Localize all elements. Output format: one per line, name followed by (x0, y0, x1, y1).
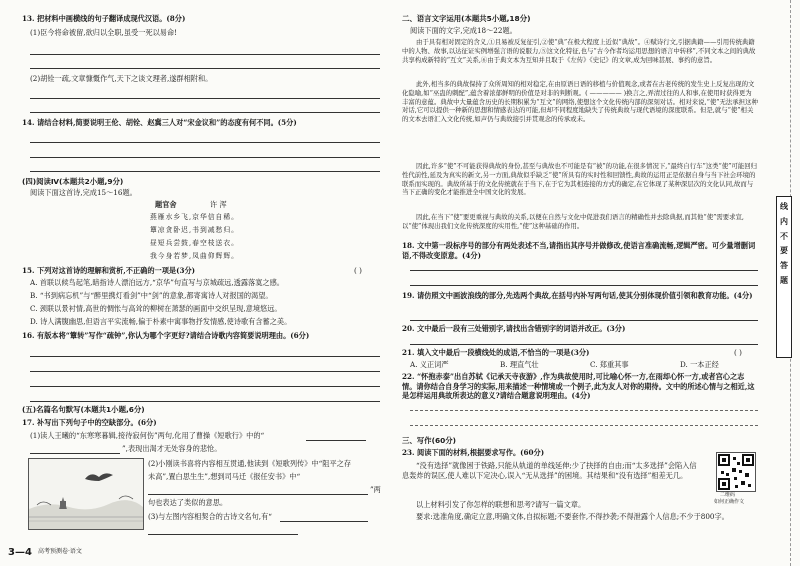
question-17: 17. 补写出下列句子中的空缺部分。(6分) (22, 418, 157, 427)
passage-paragraph-2: 此外,相当多的典故保持了众所周知的相对稳定,在由原语日语的移植与价值观念,或者在古老传统的发生史上反复出现的文化隐喻,如“巫蛊的刺配”,蕴含着浓郁鲜明的价值是对非的判断观。( ————— )换言之,弄清过往的人和事,在使用时获得更为丰富的意蕴。典故中大量蕴含历史的长期积累为“互文”的网络,使想这个文化传统内部的深刻对话。相对来说,“使”无法承担这种对话,它可以提供一种新的思想和情感表达的可能,但却不同程度地缺失了传统典故与现代语境的深度联系。但是,就与“使”相关的文本去语汇入文化传统,如声仍与典故接引并贯观念的传承或未。 (402, 80, 758, 124)
passage-paragraph-1: 由于具有相对固定的含义,①且易被反复征引,②使“典”在极大程度上近似“典故”。④赋诗行文,引据典籍——引用传统典籍中的人物、故事,以达征证实例增强言语的说服力,⑤这文化特征,也与“古今作者均运用思想的语言中转移”,不同文本之间的典故共享构成新特的“互文”关系,⑥由于典文本为互知并且取于《左传》《史记》的文章,成为回味甚展、事约的意旨。 (402, 38, 756, 64)
answer-line[interactable] (30, 54, 380, 55)
question-13-2: (2)胡铨一疏,文章慷慨作气,天下之谈文理者,遂群相附和。 (30, 74, 213, 83)
question-16: 16. 有版本将“簟转”写作“疏钟”,你认为哪个字更好?请结合诗歌内容简要说明理由。(6分) (22, 331, 310, 340)
question-17-2-cont: 未高”,置白思生生”,想到司马迁《报任安书》中“ (148, 472, 301, 481)
landscape-illustration (28, 458, 144, 530)
bird-over-lake-image (29, 459, 143, 529)
answer-line[interactable] (410, 425, 758, 426)
question-20: 20. 文中最后一段有三处错别字,请找出含错别字的词语并改正。(3分) (402, 324, 626, 333)
fill-blank[interactable] (148, 494, 368, 495)
answer-line[interactable] (30, 386, 380, 387)
fill-blank[interactable] (148, 534, 298, 535)
answer-line[interactable] (410, 270, 758, 271)
question-15: 15. 下列对这首诗的理解和赏析,不正确的一项是(3分) (22, 266, 196, 275)
right-column (394, 0, 766, 566)
qr-code-icon (717, 453, 755, 491)
question-13: 13. 把材料中画横线的句子翻译成现代汉语。(8分) (22, 14, 186, 23)
question-13-1: (1)臣今将命被留,欲归以全职,虽受一死以易命! (30, 28, 178, 37)
option-c: C. 颈联以景衬情,高世的惆怅与高耸的柳树在萧瑟的画面中交织呈现,意境悠远。 (30, 304, 282, 313)
answer-line[interactable] (30, 142, 380, 143)
question-21: 21. 填入文中最后一段横线处的成语,不恰当的一项是(3分) (402, 348, 590, 357)
section-4-instruction: 阅读下面这首诗,完成15～16题。 (30, 188, 137, 197)
question-17-3: (3)与左图内容相契合的古诗文名句,有“ (148, 512, 272, 521)
question-17-2: (2)小刚读书喜将内容相互贯通,他读到《短歌列传》中“阻平之存 (148, 459, 352, 468)
binding-margin (766, 0, 800, 566)
answer-line[interactable] (30, 401, 380, 402)
option-d: D. 诗人满腹幽思,但语言平实流畅,偏于朴素中寓事物抒发情感,使诗歌有含蓄之美。 (30, 317, 292, 326)
answer-line[interactable] (30, 371, 380, 372)
answer-line[interactable] (410, 410, 758, 411)
question-17-1-end: ”,表现出渴才无处容身的悲怆。 (122, 444, 222, 453)
question-14: 14. 请结合材料,简要说明王伦、胡铨、赵冀三人对“宋金议和”的态度有何不同。(5分) (22, 118, 297, 127)
poem-line: 簟凉贪卧迟,书到减愁归。 (150, 226, 239, 234)
fill-blank[interactable] (280, 521, 368, 522)
poem-line: 我今身若梦,凤曲仰辉辉。 (150, 252, 239, 260)
side-char: 线 (780, 201, 788, 211)
question-18: 18. 文中第一段标序号的部分有两处表述不当,请指出其序号并做修改,使语言准确流畅,逻辑严密。可少量增删词语,不得改变原意。(4分) (402, 241, 756, 260)
left-column (0, 0, 392, 566)
answer-line[interactable] (30, 356, 380, 357)
essay-material: “没有选择”就像困于铁路,只能从轨道的单线延伸;少了抉择的自由;而“太多选择”会陷入信息轰炸的误区,使人难以下定决心,误入“无从选择”的困境。其结果和“没有选择”相差无几。 (402, 461, 697, 480)
qr-code[interactable] (716, 452, 756, 492)
question-19: 19. 请仿照文中画波浪线的部分,先选两个典故,在括号内补写两句话,使其分别体现价值引领和教育功能。(4分) (402, 291, 753, 300)
option-d: D. 一本正经 (680, 360, 719, 369)
side-char: 不 (780, 230, 788, 241)
option-b: B. 理直气壮 (500, 360, 539, 369)
question-17-1: (1)读人王曦的“东寒寒暮辑,接待寂何伤”两句,化用了曹操《短歌行》中的“ (30, 431, 265, 440)
option-c: C. 郑重其事 (590, 360, 629, 369)
side-char: 内 (780, 215, 788, 226)
answer-line[interactable] (30, 112, 380, 113)
page-number: 3—4 (8, 547, 32, 558)
fill-blank[interactable] (30, 453, 120, 454)
essay-prompt: 以上材料引发了你怎样的联想和思考?请写一篇文章。 (416, 500, 586, 509)
section-2-title: 二、语言文字运用(本题共5小题,18分) (402, 14, 531, 23)
poem-line: 燕雁水乡飞,京华信自稀。 (150, 213, 239, 221)
qr-caption: 二维码 (720, 492, 736, 498)
answer-paren[interactable]: ( ) (354, 266, 362, 275)
answer-line[interactable] (410, 320, 758, 321)
answer-line[interactable] (30, 68, 380, 69)
question-17-2-quote-end: ”两 (370, 485, 381, 494)
option-b: B. “书到病忘机”与“醉里携灯看剑”中“剑”的意象,都寄寓诗人对报国的渴望。 (30, 291, 273, 300)
footer-title: 高考预测卷·语文 (38, 548, 82, 555)
section-4-title: (四)阅读Ⅳ(本题共2小题,9分) (22, 177, 124, 186)
question-17-2-end: 句也表达了类似的意思。 (148, 498, 228, 507)
answer-line[interactable] (30, 157, 380, 158)
poem-title: 题官舍 (155, 200, 177, 209)
side-char: 题 (780, 274, 788, 285)
answer-line[interactable] (410, 285, 758, 286)
section-2-instruction: 阅读下面的文字,完成18～22题。 (410, 26, 517, 35)
question-23: 23. 阅读下面的材料,根据要求写作。(60分) (402, 448, 545, 457)
option-a: A. 首联以候鸟起笔,暗指诗人漂泊远方,“京华”句直写与京城疏远,透露落寞之感。 (30, 278, 284, 287)
poem-author: 许 浑 (210, 200, 227, 209)
answer-paren[interactable]: ( ) (734, 348, 742, 357)
fill-blank[interactable] (306, 440, 366, 441)
passage-paragraph-3: 因此,许多“使”不可能获得典故的身份,甚至与典故也不可能是有“被”的功能,在很多情况下,“最终自行车”这类“使”可能回归性代前性,延及为真实的新文,另一方面,典故似乎缺乏“使”所具有的实时性和回馈性,典故的运用正是依据自身与当下社会环境的联系而实现的。典故所基于的文化传统就在于当下,在于它为其相连接的方式的确定,在它体现了某种深层次的文化认同,故而与当下正确的变化才能推进全中国文化的发展。 (402, 162, 758, 197)
side-char: 答 (780, 260, 788, 271)
section-3-title: 三、写作(60分) (402, 436, 456, 445)
answer-line[interactable] (30, 171, 380, 172)
passage-paragraph-4: 因此,在当下“使”要更重视与典故的关系,以便在自然与文化中促进我们语言的精确性并去除典据,而其他“使”需要求宣,以“使”体现出我们文化传统深度的实用性,“使”这种基础的作用。 (402, 213, 744, 230)
side-char: 要 (780, 245, 788, 256)
side-notice (776, 196, 792, 358)
option-a: A. 义正词严 (410, 360, 449, 369)
answer-line[interactable] (30, 98, 380, 99)
poem-line: 昼短兵尝鼓,春空枝送衣。 (150, 239, 239, 247)
question-22: 22. “怀抱赤泰”出自苏轼《记承天寺夜游》,作为典故使用时,可比喻心怀一方,在雨却心怀一方,或者宫心之志情。请你结合自身学习的实际,用来描述一种情境或一个例子,此为友人对你的期待。文中的所述心情与之相近,这是怎样运用典故所表达的意义?请结合题意说明理由。(4分) (402, 372, 755, 401)
essay-requirements: 要求:选准角度,确定立意,明确文体,自拟标题;不要套作,不得抄袭;不得泄露个人信息;不少于800字。 (416, 512, 729, 521)
section-5-title: (五)名篇名句默写(本题共1小题,6分) (22, 405, 145, 414)
qr-caption: 如何正确作文 (714, 499, 745, 505)
answer-line[interactable] (410, 344, 758, 345)
